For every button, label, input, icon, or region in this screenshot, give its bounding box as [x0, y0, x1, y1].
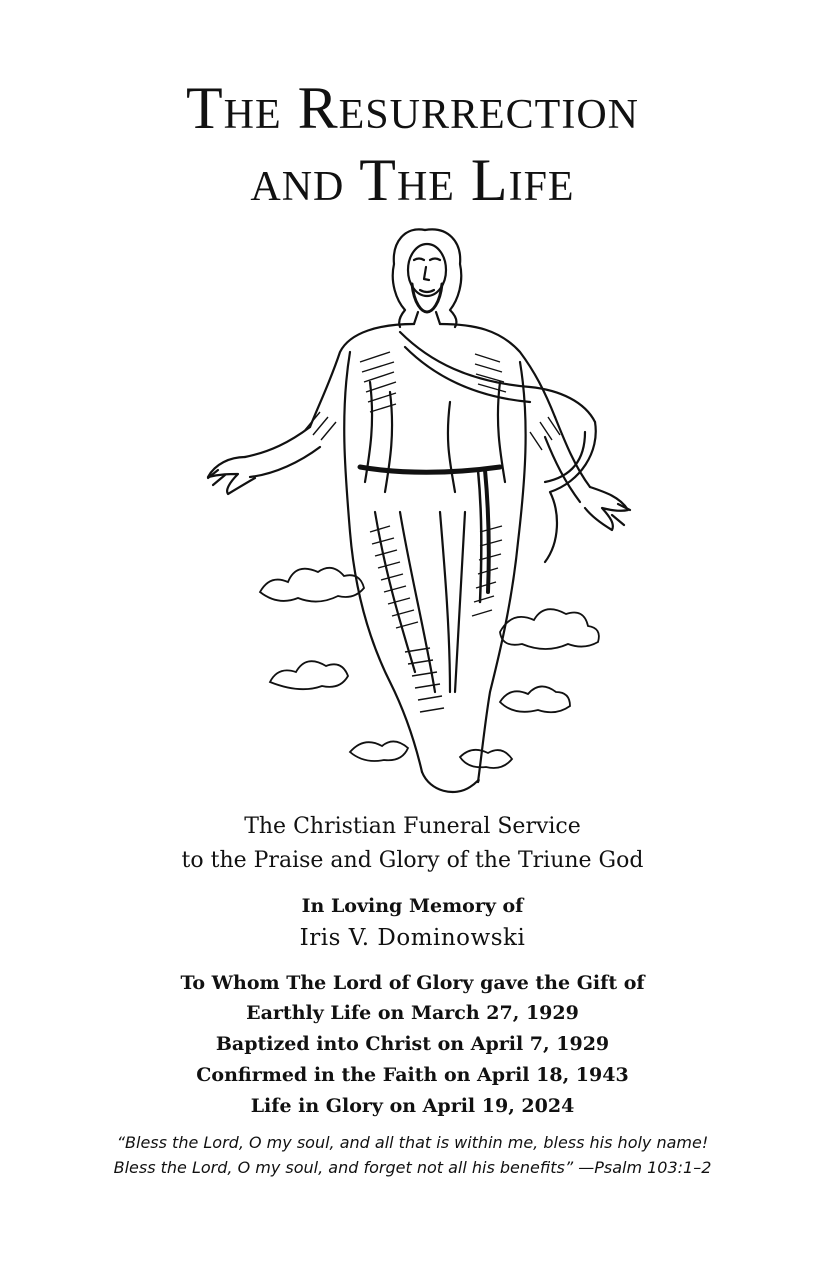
scripture-verse-line-2: Bless the Lord, O my soul, and forget not all his benefits” —Psalm 103:1–2	[113, 1158, 712, 1177]
milestone-line: Life in Glory on April 19, 2024	[250, 1095, 575, 1117]
milestone-line: Confirmed in the Faith on April 18, 1943	[196, 1064, 629, 1086]
milestone-line: To Whom The Lord of Glory gave the Gift of	[180, 972, 645, 994]
scripture-verse-line-1: “Bless the Lord, O my soul, and all that is within me, bless his holy name!	[116, 1133, 709, 1152]
service-title-line-1: The Christian Funeral Service	[244, 814, 581, 839]
milestone-line: Baptized into Christ on April 7, 1929	[215, 1033, 610, 1055]
risen-christ-illustration	[200, 212, 640, 807]
in-memory-label: In Loving Memory of	[301, 895, 524, 917]
deceased-name: Iris V. Dominowski	[299, 925, 526, 951]
page-title-line-1: The Resurrection	[185, 75, 639, 141]
milestone-line: Earthly Life on March 27, 1929	[246, 1002, 579, 1024]
service-title-line-2: to the Praise and Glory of the Triune God	[181, 848, 644, 873]
page-title-line-2: and The Life	[250, 147, 575, 213]
